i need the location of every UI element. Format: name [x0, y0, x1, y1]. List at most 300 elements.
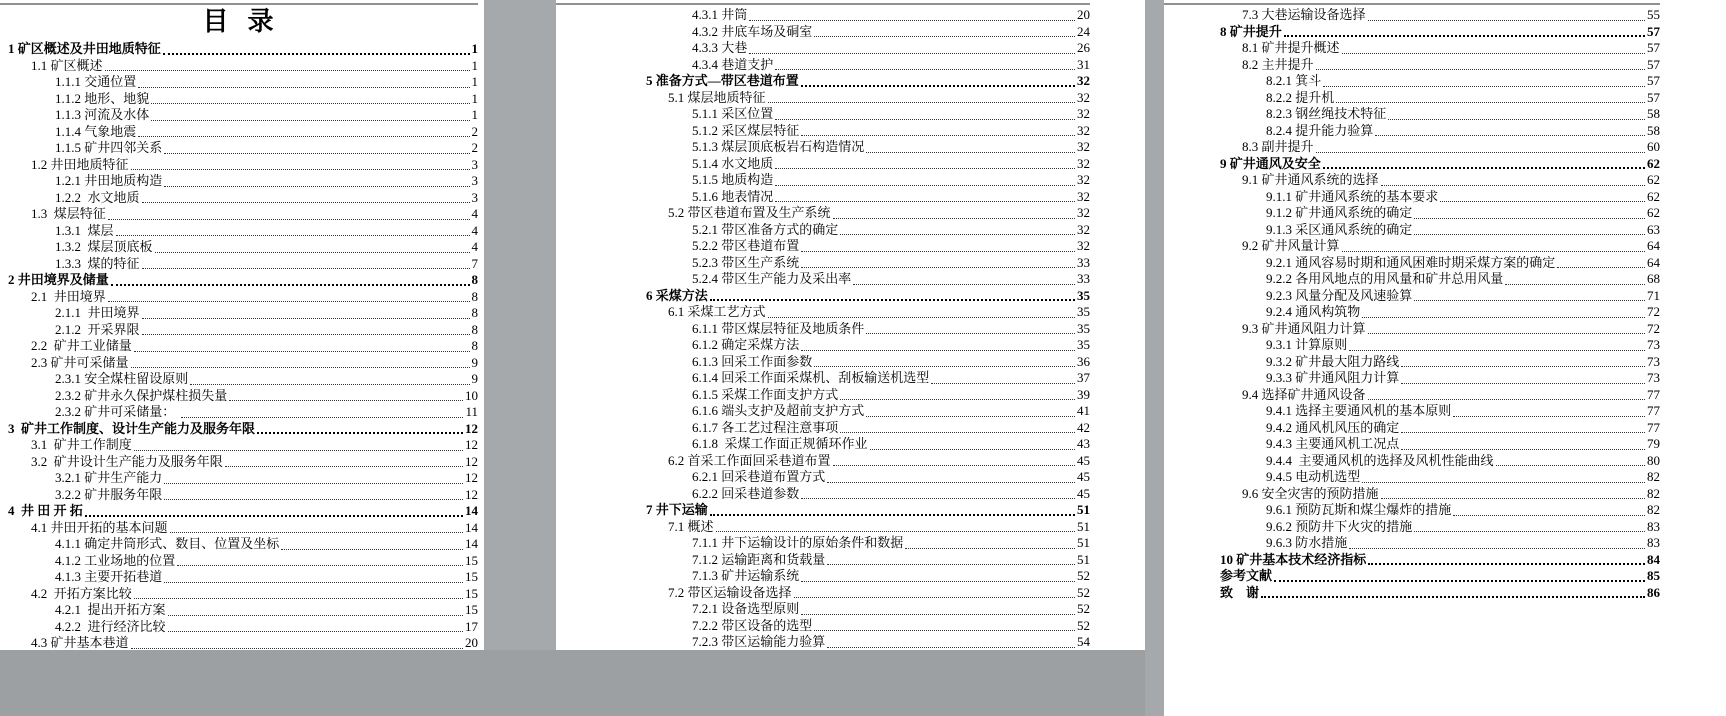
dot-leader: [131, 367, 470, 368]
toc-entry[interactable]: [1164, 387, 1660, 404]
toc-entry[interactable]: [1164, 354, 1660, 371]
toc-entry[interactable]: [0, 602, 478, 619]
toc-entry[interactable]: [0, 140, 478, 157]
toc-entry-label: 2 井田境界及储量: [8, 272, 109, 287]
toc-entry-label: 1.1 矿区概述: [31, 57, 103, 73]
dot-leader: [168, 615, 463, 616]
dot-leader: [142, 318, 470, 319]
dot-leader: [801, 135, 1075, 136]
toc-entries: [556, 5, 1090, 651]
toc-entry[interactable]: [556, 205, 1090, 222]
toc-entry[interactable]: [1164, 106, 1660, 123]
toc-entry[interactable]: [556, 255, 1090, 272]
toc-entry[interactable]: [0, 388, 478, 405]
toc-entry-page-number: 9: [471, 354, 478, 370]
toc-entry[interactable]: [556, 634, 1090, 651]
toc-entry-page-number: 77: [1647, 419, 1660, 435]
toc-entry-label: 9.1.2 矿井通风系统的确定: [1266, 205, 1413, 220]
toc-entry-label: 9.3.3 矿井通风阻力计算: [1266, 370, 1400, 385]
toc-entry[interactable]: [556, 436, 1090, 453]
toc-entry-label: 9.4.5 电动机选型: [1266, 469, 1361, 484]
toc-entry-label: 1.1.1 交通位置: [55, 74, 137, 89]
toc-entry[interactable]: [0, 206, 478, 223]
toc-entry[interactable]: [556, 387, 1090, 404]
toc-entry-page-number: 63: [1647, 221, 1660, 237]
toc-page-1: [0, 0, 484, 650]
toc-entry[interactable]: [1164, 205, 1660, 222]
toc-entry-page-number: 58: [1647, 106, 1660, 121]
toc-entry[interactable]: [0, 470, 478, 487]
toc-entry-page-number: 17: [465, 618, 478, 634]
toc-entry-page-number: 73: [1647, 337, 1660, 352]
toc-entry[interactable]: [1164, 568, 1660, 585]
dot-leader: [131, 648, 463, 649]
toc-entry-label: 9.4.1 选择主要通风机的基本原则: [1266, 403, 1452, 418]
toc-entry-page-number: 62: [1647, 155, 1660, 171]
toc-entry-page-number: 3: [471, 189, 478, 205]
toc-entry[interactable]: [0, 223, 478, 240]
dot-leader: [1316, 69, 1645, 70]
toc-entry[interactable]: [1164, 90, 1660, 107]
toc-entry[interactable]: [556, 73, 1090, 90]
toc-entry[interactable]: [1164, 552, 1660, 569]
toc-entry-page-number: 35: [1077, 337, 1090, 352]
toc-entry-label: 3.2.1 矿井生产能力: [55, 470, 163, 485]
toc-entry-page-number: 64: [1647, 238, 1660, 253]
dot-leader: [108, 301, 470, 302]
toc-entry-label: 1.3.2 煤层顶底板: [55, 239, 153, 254]
toc-entry-page-number: 1: [471, 41, 478, 56]
toc-entry-label: 2.1 井田境界: [31, 288, 106, 304]
toc-entry[interactable]: [0, 41, 478, 58]
dot-leader: [1414, 300, 1645, 301]
dot-leader: [170, 532, 463, 533]
toc-entry[interactable]: [1164, 73, 1660, 90]
dot-leader: [775, 69, 1075, 70]
toc-entry[interactable]: [0, 256, 478, 273]
dot-leader: [814, 366, 1075, 367]
toc-entry-label: 7.1.1 井下运输设计的原始条件和数据: [692, 535, 904, 550]
toc-entry[interactable]: [1164, 535, 1660, 552]
toc-entry[interactable]: [0, 487, 478, 504]
toc-entry-label: 9.2 矿井风量计算: [1242, 238, 1340, 253]
toc-entry[interactable]: [556, 519, 1090, 536]
dot-leader: [801, 498, 1075, 499]
toc-entry-page-number: 8: [471, 338, 478, 353]
toc-entry[interactable]: [556, 370, 1090, 387]
toc-entry[interactable]: [556, 486, 1090, 503]
toc-entry[interactable]: [556, 24, 1090, 41]
toc-entry[interactable]: [1164, 123, 1660, 140]
dot-leader: [1375, 135, 1645, 136]
toc-entry[interactable]: [1164, 337, 1660, 354]
toc-entry[interactable]: [0, 421, 478, 438]
toc-entry[interactable]: [556, 7, 1090, 24]
dot-leader: [749, 20, 1075, 21]
toc-entry-page-number: 3: [471, 173, 478, 188]
dot-leader: [1261, 596, 1645, 598]
toc-entry[interactable]: [0, 173, 478, 190]
toc-entry-page-number: 35: [1077, 320, 1090, 336]
toc-entry[interactable]: [0, 58, 478, 75]
toc-entry-label: 1.1.2 地形、地貌: [55, 90, 150, 106]
toc-entry[interactable]: [0, 239, 478, 256]
dot-leader: [151, 103, 469, 104]
toc-entry[interactable]: [556, 90, 1090, 107]
toc-entry-label: 4 井 田 开 拓: [8, 503, 83, 518]
toc-entry-label: 5.1.6 地表情况: [692, 188, 774, 204]
toc-entry[interactable]: [556, 238, 1090, 255]
toc-entry-page-number: 32: [1077, 188, 1090, 204]
dot-leader: [229, 400, 463, 401]
toc-entry[interactable]: [1164, 502, 1660, 519]
toc-entry-label: 6.1.8 采煤工作面正规循环作业: [692, 436, 868, 451]
toc-entry-label: 4.1.3 主要开拓巷道: [55, 569, 163, 584]
toc-entry-label: 4.3.4 巷道支护: [692, 56, 774, 72]
toc-entry[interactable]: [1164, 519, 1660, 536]
toc-entry[interactable]: [556, 57, 1090, 74]
toc-entry[interactable]: [0, 305, 478, 322]
toc-entry[interactable]: [1164, 288, 1660, 305]
toc-entry-page-number: 45: [1077, 452, 1090, 468]
dot-leader: [1388, 119, 1645, 120]
toc-entry-page-number: 42: [1077, 419, 1090, 435]
toc-entry[interactable]: [556, 222, 1090, 239]
toc-entry[interactable]: [0, 536, 478, 553]
dot-leader: [710, 514, 1075, 516]
toc-entry[interactable]: [0, 107, 478, 124]
toc-entry-label: 6.1.1 带区煤层特征及地质条件: [692, 320, 865, 336]
dot-leader: [801, 267, 1075, 268]
toc-entry-label: 9.6 安全灾害的预防措施: [1242, 485, 1379, 501]
toc-entry[interactable]: [556, 288, 1090, 305]
toc-entry-page-number: 12: [465, 470, 478, 485]
toc-entry-page-number: 35: [1077, 304, 1090, 319]
toc-entry[interactable]: [0, 635, 478, 652]
dot-leader: [1401, 366, 1645, 367]
toc-entry-page-number: 11: [465, 404, 478, 419]
toc-entry[interactable]: [0, 289, 478, 306]
toc-entry-label: 3.2.2 矿井服务年限: [55, 486, 163, 502]
dot-leader: [1368, 333, 1645, 334]
toc-entry[interactable]: [556, 156, 1090, 173]
toc-entry[interactable]: [1164, 453, 1660, 470]
dot-leader: [1414, 218, 1645, 219]
dot-leader: [116, 235, 470, 236]
toc-entry-label: 9.1.1 矿井通风系统的基本要求: [1266, 188, 1439, 204]
toc-entry[interactable]: [556, 568, 1090, 585]
dot-leader: [142, 268, 470, 269]
dot-leader: [1557, 267, 1645, 268]
toc-entry-page-number: 10: [465, 387, 478, 403]
dot-leader: [775, 201, 1075, 202]
dot-leader: [1401, 432, 1645, 433]
toc-entry-page-number: 39: [1077, 386, 1090, 402]
toc-entry-label: 7.1.2 运输距离和货载量: [692, 551, 826, 567]
dot-leader: [1362, 482, 1645, 483]
toc-entry[interactable]: [556, 106, 1090, 123]
toc-entry[interactable]: [556, 585, 1090, 602]
dot-leader: [814, 630, 1075, 631]
toc-entry[interactable]: [0, 371, 478, 388]
toc-entry[interactable]: [556, 271, 1090, 288]
toc-page-2: [556, 0, 1145, 650]
dot-leader: [1381, 185, 1645, 186]
dot-leader: [866, 152, 1075, 153]
toc-entry[interactable]: [556, 420, 1090, 437]
toc-entry-label: 5 准备方式—带区巷道布置: [646, 73, 799, 88]
toc-entry[interactable]: [556, 453, 1090, 470]
toc-entry-label: 8.1 矿井提升概述: [1242, 40, 1340, 55]
toc-entry-label: 3.1 矿井工作制度: [31, 437, 132, 452]
toc-entry-label: 1 矿区概述及井田地质特征: [8, 41, 161, 56]
toc-entry-page-number: 32: [1077, 73, 1090, 88]
toc-entry-label: 6.1.2 确定采煤方法: [692, 337, 800, 352]
toc-entry-label: 4.3.3 大巷: [692, 40, 748, 55]
toc-entry[interactable]: [556, 403, 1090, 420]
toc-entry-label: 9.1 矿井通风系统的选择: [1242, 172, 1379, 187]
toc-entry-page-number: 32: [1077, 139, 1090, 154]
toc-entry[interactable]: [0, 355, 478, 372]
toc-entry-label: 9.6.2 预防井下火灾的措施: [1266, 518, 1413, 534]
dot-leader: [801, 85, 1075, 87]
toc-entry-label: 1.1.4 气象地震: [55, 123, 137, 139]
toc-entry-label: 4.2 开拓方案比较: [31, 585, 132, 601]
toc-entry-label: 4.1.2 工业场地的位置: [55, 552, 176, 568]
dot-leader: [1505, 284, 1645, 285]
toc-entry-page-number: 4: [471, 206, 478, 221]
toc-entry-page-number: 57: [1647, 23, 1660, 39]
toc-entry[interactable]: [556, 601, 1090, 618]
dot-leader: [134, 450, 463, 451]
dot-leader: [827, 482, 1075, 483]
toc-entry[interactable]: [0, 338, 478, 355]
toc-entry-label: 2.3 矿井可采储量: [31, 354, 129, 370]
toc-entry-label: 1.2 井田地质特征: [31, 156, 129, 172]
toc-entry-label: 2.3.1 安全煤柱留设原则: [55, 371, 189, 386]
toc-entry[interactable]: [1164, 403, 1660, 420]
toc-entry[interactable]: [1164, 370, 1660, 387]
toc-entry[interactable]: [0, 74, 478, 91]
dot-leader: [225, 466, 463, 467]
toc-entry[interactable]: [1164, 436, 1660, 453]
toc-entry-label: 7.3 大巷运输设备选择: [1242, 7, 1366, 22]
toc-entry-label: 2.1.1 井田境界: [55, 305, 140, 320]
page-gutter: [484, 0, 556, 716]
toc-entry-page-number: 36: [1077, 353, 1090, 369]
toc-entry[interactable]: [1164, 486, 1660, 503]
dot-leader: [257, 432, 463, 434]
toc-entry-page-number: 86: [1647, 584, 1660, 600]
toc-entry[interactable]: [0, 91, 478, 108]
toc-entry[interactable]: [1164, 222, 1660, 239]
toc-entry-label: 8.2 主井提升: [1242, 56, 1314, 72]
toc-entry[interactable]: [556, 535, 1090, 552]
toc-entry[interactable]: [0, 190, 478, 207]
toc-entry[interactable]: [1164, 469, 1660, 486]
toc-entry-page-number: 4: [471, 222, 478, 238]
toc-entry-page-number: 3: [471, 156, 478, 172]
toc-entry[interactable]: [1164, 238, 1660, 255]
toc-entry-label: 9.2.1 通风容易时期和通风困难时期采煤方案的确定: [1266, 254, 1556, 270]
toc-entry-label: 6 采煤方法: [646, 287, 708, 303]
toc-entry-page-number: 62: [1647, 205, 1660, 220]
toc-entry-page-number: 57: [1647, 89, 1660, 105]
dot-leader: [1414, 234, 1645, 235]
dot-leader: [775, 185, 1075, 186]
toc-entry-page-number: 45: [1077, 485, 1090, 501]
toc-entry[interactable]: [0, 404, 478, 421]
toc-entry-label: 7.2.2 带区设备的选型: [692, 617, 813, 633]
toc-entry[interactable]: [0, 454, 478, 471]
toc-entry[interactable]: [556, 172, 1090, 189]
toc-entry-label: 5.1.2 采区煤层特征: [692, 122, 800, 138]
dot-leader: [134, 598, 463, 599]
toc-entry-page-number: 9: [471, 371, 478, 386]
toc-entry-label: 4.2.1 提出开拓方案: [55, 602, 166, 617]
toc-entry-label: 5.2.3 带区生产系统: [692, 254, 800, 270]
toc-entry[interactable]: [556, 304, 1090, 321]
dot-leader: [163, 53, 470, 55]
toc-entry[interactable]: [1164, 420, 1660, 437]
toc-entry[interactable]: [556, 189, 1090, 206]
toc-entry[interactable]: [556, 502, 1090, 519]
toc-entry-label: 4.3.2 井底车场及硐室: [692, 23, 813, 39]
toc-entry-label: 5.2 带区巷道布置及生产系统: [668, 205, 831, 220]
dot-leader: [866, 333, 1075, 334]
toc-entry-page-number: 7: [471, 255, 478, 271]
toc-entry[interactable]: [0, 124, 478, 141]
toc-entry-page-number: 14: [465, 536, 478, 551]
toc-entry[interactable]: [1164, 255, 1660, 272]
toc-entry[interactable]: [1164, 189, 1660, 206]
toc-entry[interactable]: [0, 503, 478, 520]
toc-entry-page-number: 15: [465, 569, 478, 584]
toc-entry[interactable]: [0, 437, 478, 454]
dot-leader: [1453, 416, 1645, 417]
dot-leader: [1368, 399, 1645, 400]
toc-entry[interactable]: [556, 552, 1090, 569]
toc-entry[interactable]: [0, 322, 478, 339]
toc-entry-page-number: 26: [1077, 40, 1090, 55]
toc-entry-label: 8.3 副井提升: [1242, 139, 1314, 154]
toc-entry-page-number: 72: [1647, 320, 1660, 336]
toc-entry[interactable]: [556, 469, 1090, 486]
toc-entry[interactable]: [556, 139, 1090, 156]
toc-entry[interactable]: [0, 569, 478, 586]
toc-entry[interactable]: [1164, 24, 1660, 41]
dot-leader: [190, 384, 469, 385]
toc-entry[interactable]: [1164, 7, 1660, 24]
toc-entry-label: 9.1.3 采区通风系统的确定: [1266, 221, 1413, 237]
toc-entry-label: 8.2.3 钢丝绳技术特征: [1266, 106, 1387, 121]
toc-entry-label: 2.1.2 开采界限: [55, 321, 140, 337]
toc-entry[interactable]: [1164, 271, 1660, 288]
toc-entry[interactable]: [556, 321, 1090, 338]
dot-leader: [134, 351, 470, 352]
toc-entry-page-number: 1: [471, 74, 478, 89]
toc-entry-label: 9.4.4 主要通风机的选择及风机性能曲线: [1266, 452, 1494, 468]
toc-entry-page-number: 62: [1647, 188, 1660, 204]
toc-entry-page-number: 31: [1077, 56, 1090, 72]
toc-entry[interactable]: [556, 618, 1090, 635]
toc-entry[interactable]: [556, 123, 1090, 140]
toc-entry-page-number: 58: [1647, 122, 1660, 138]
toc-entry-page-number: 62: [1647, 172, 1660, 187]
toc-entry-page-number: 60: [1647, 139, 1660, 154]
toc-entry-page-number: 32: [1077, 155, 1090, 171]
toc-entry[interactable]: [1164, 57, 1660, 74]
toc-entry[interactable]: [1164, 139, 1660, 156]
toc-entry[interactable]: [1164, 585, 1660, 602]
toc-entry-label: 7.1.3 矿井运输系统: [692, 568, 800, 583]
toc-entry-label: 1.2.1 井田地质构造: [55, 173, 163, 188]
toc-entry-page-number: 73: [1647, 370, 1660, 385]
toc-entry-label: 9.3.2 矿井最大阻力路线: [1266, 353, 1400, 369]
toc-entry-label: 6.2.1 回采巷道布置方式: [692, 469, 826, 484]
toc-entry-label: 7 井下运输: [646, 502, 708, 517]
toc-entry-page-number: 51: [1077, 535, 1090, 550]
dot-leader: [181, 417, 464, 418]
toc-entry-page-number: 24: [1077, 23, 1090, 39]
toc-entry[interactable]: [0, 586, 478, 603]
toc-entry-page-number: 35: [1077, 287, 1090, 303]
toc-entry[interactable]: [0, 520, 478, 537]
dot-leader: [1323, 86, 1645, 87]
toc-entry[interactable]: [1164, 156, 1660, 173]
toc-entry-page-number: 8: [471, 272, 478, 287]
toc-entry-label: 致 谢: [1220, 584, 1260, 600]
toc-entry-label: 3 矿井工作制度、设计生产能力及服务年限: [8, 420, 256, 436]
toc-entry-label: 5.1 煤层地质特征: [668, 89, 766, 105]
toc-entry-label: 4.1.1 确定井筒形式、数目、位置及坐标: [55, 536, 280, 551]
toc-entry[interactable]: [1164, 40, 1660, 57]
toc-entry-label: 1.2.2 水文地质: [55, 189, 140, 205]
toc-entry-label: 8.2.2 提升机: [1266, 89, 1335, 105]
toc-entry[interactable]: [1164, 172, 1660, 189]
dot-leader: [1362, 317, 1645, 318]
toc-entry-label: 6.2.2 回采巷道参数: [692, 485, 800, 501]
toc-entry-page-number: 32: [1077, 205, 1090, 220]
toc-entry-page-number: 43: [1077, 436, 1090, 451]
toc-entry[interactable]: [0, 619, 478, 636]
toc-entry[interactable]: [556, 354, 1090, 371]
dot-leader: [281, 549, 463, 550]
toc-entry[interactable]: [1164, 304, 1660, 321]
toc-entry[interactable]: [1164, 321, 1660, 338]
dot-leader: [1342, 251, 1645, 252]
toc-entry-page-number: 1: [471, 57, 478, 73]
toc-entry[interactable]: [556, 337, 1090, 354]
toc-entry-page-number: 52: [1077, 584, 1090, 600]
toc-entry[interactable]: [0, 272, 478, 289]
dot-leader: [840, 432, 1075, 433]
toc-entry[interactable]: [0, 157, 478, 174]
toc-entry-page-number: 20: [465, 635, 478, 650]
toc-entry[interactable]: [556, 40, 1090, 57]
dot-leader: [105, 70, 470, 71]
toc-entry-page-number: 55: [1647, 7, 1660, 22]
dot-leader: [1342, 53, 1645, 54]
toc-entry-page-number: 57: [1647, 40, 1660, 55]
toc-entry-page-number: 15: [465, 602, 478, 617]
toc-entry-page-number: 2: [471, 123, 478, 139]
toc-entry[interactable]: [0, 553, 478, 570]
toc-entry-page-number: 1: [471, 107, 478, 122]
toc-entry-label: 7.2.1 设备选型原则: [692, 601, 800, 616]
dot-leader: [827, 564, 1075, 565]
toc-entry-page-number: 54: [1077, 634, 1090, 649]
